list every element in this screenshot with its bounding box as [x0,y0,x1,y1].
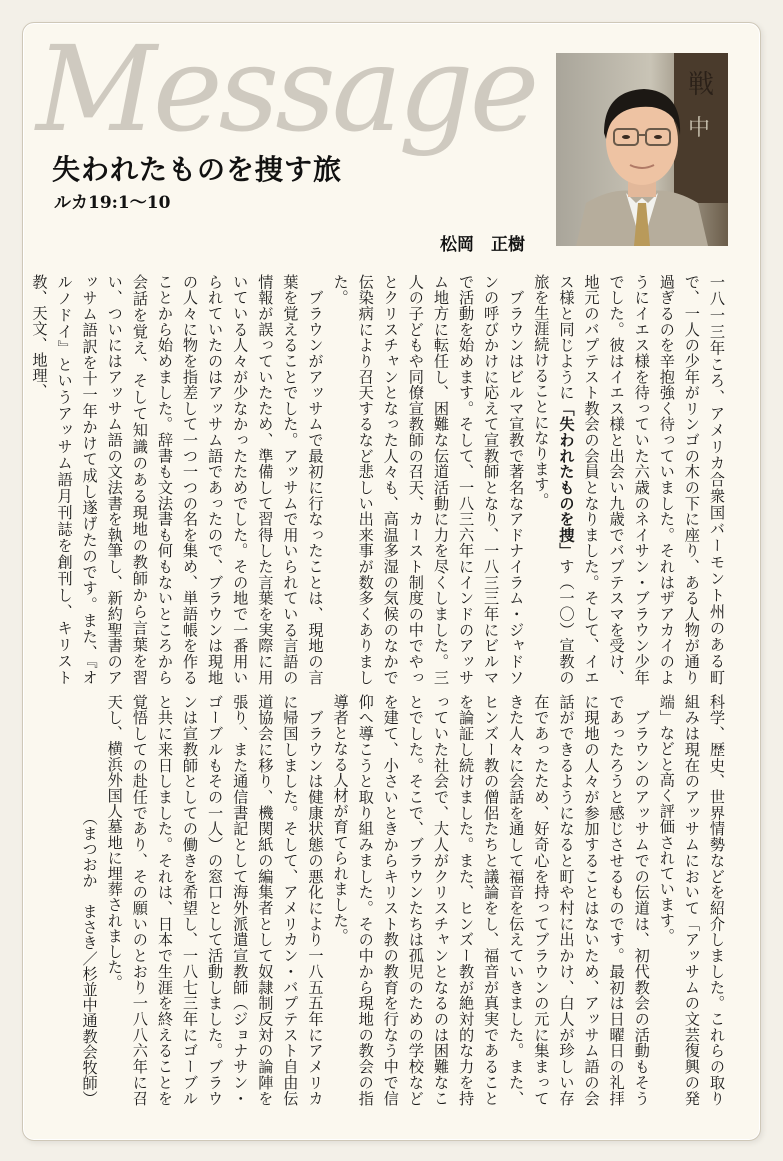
article-body-bottom [49,694,729,1106]
svg-text:中: 中 [688,116,711,141]
article-body-top [30,274,729,685]
svg-text:戦: 戦 [688,70,715,100]
scripture-reference: ルカ19:1〜10 [54,193,171,213]
article-title: 失われたものを捜す旅 [52,153,343,186]
author-name: 松岡 正樹 [440,235,525,255]
body-paragraph-4: ブラウンのアッサムでの伝道は、初代教会の活動もそうであったろうと感じさせるものです。最初は日曜日の礼拝に現地の人々が参加することはないため、アッサム語の会話ができるようになると町や村に出かけ、白人が珍しい存在であったため、好奇心を持ってブラウンの元に集まってきた人々に会話を通して福音を伝えていきました。また、ヒンズー教の僧侶たちと議論をし、福音が真実であることを論証し続けました。また、ヒンズー教が絶対的な力を持っていた社会で、大人がクリスチャンとなるのは困難なことでした。そこで、ブラウンたちは孤児のための学校などを建て、小さいときからキリスト教の教育を行なう中で信仰へ導こうと取り組みました。その中から現地の教会の指導者となる人材が育てられました。 [331,694,651,1106]
body-paragraph-1a: 一八一三年ころ、アメリカ合衆国バーモント州のある町で、一人の少年がリンゴの木の下に座り、ある人物が通り過ぎるのを辛抱強く待っていました。それはザアカイのようにイエス様を待っていた六歳のネイサン・ブラウン少年でした。彼はイエス様と出会い九歳でバプテスマを受け、地元のバプテスト教会の会員となりました。そして、イエス様と同じように [557,274,726,685]
author-signature: （まつおか まさき／杉並中通教会牧師） [80,809,99,1106]
message-watermark: Message [36,20,536,158]
body-paragraph-2: ブラウンはビルマ宣教で著名なアドナイラム・ジャドソンの呼びかけに応えて宣教師となり、一八三三年にビルマで活動を始めます。そして、一八三六年にインドのアッサム地方に転任し、困難な伝道活動に力を尽くしました。三人の子どもや同僚宣教師の召天、カースト制度の中でやっとクリスチャンとなった人々も、高温多湿の気候のなかで伝染病により召天するなど悲しい出来事が数多くありました。 [331,274,526,685]
body-paragraph-1b: す（一〇）宣教の旅を生涯続けることになります。 [532,274,576,685]
body-paragraph-3-cont: 科学、歴史、世界情勢などを紹介しました。これらの取り組みは現在のアッサムにおいて「アッサムの文芸復興の発端」などと高く評価されています。 [657,694,726,1106]
body-paragraph-3: ブラウンがアッサムで最初に行なったことは、現地の言葉を覚えることでした。アッサムで用いられている言語の情報が誤っていたため、準備して習得した言葉を実際に用いている人々が少なかったためでした。その地で一番用いられていたのはアッサム語であったので、ブラウンは現地の人々に物を指差して一つ一つの名を集め、単語帳を作ることから始めました。辞書も文法書も何もないところから会話を覚え、そして知識のある現地の教師から言葉を習い、ついにはアッサム語の文法書を執筆し、新約聖書のアッサム語訳を十一年かけて成し遂げたのです。また、『オルノドイ』というアッサム語月刊誌を創刊し、キリスト教、天文、地理、 [30,274,325,685]
author-portrait-image [556,53,728,246]
author-photo [556,53,728,246]
body-paragraph-5: ブラウンは健康状態の悪化により一八五五年にアメリカに帰国しました。そして、アメリカン・バプテスト自由伝道協会に移り、機関紙の編集者として奴隷制反対の論陣を張り、また通信書記として海外派遣宣教師（ジョナサン・ゴーブルもその一人）の窓口として活動しました。ブラウンは宣教師としての働きを希望し、一八七三年にゴーブルと共に来日しました。それは、日本で生涯を終えることを覚悟しての赴任であり、その願いのとおり一八八六年に召天し、横浜外国人墓地に埋葬されました。 [105,694,325,1106]
body-highlight-quote: 「失われたものを捜」 [557,400,576,559]
